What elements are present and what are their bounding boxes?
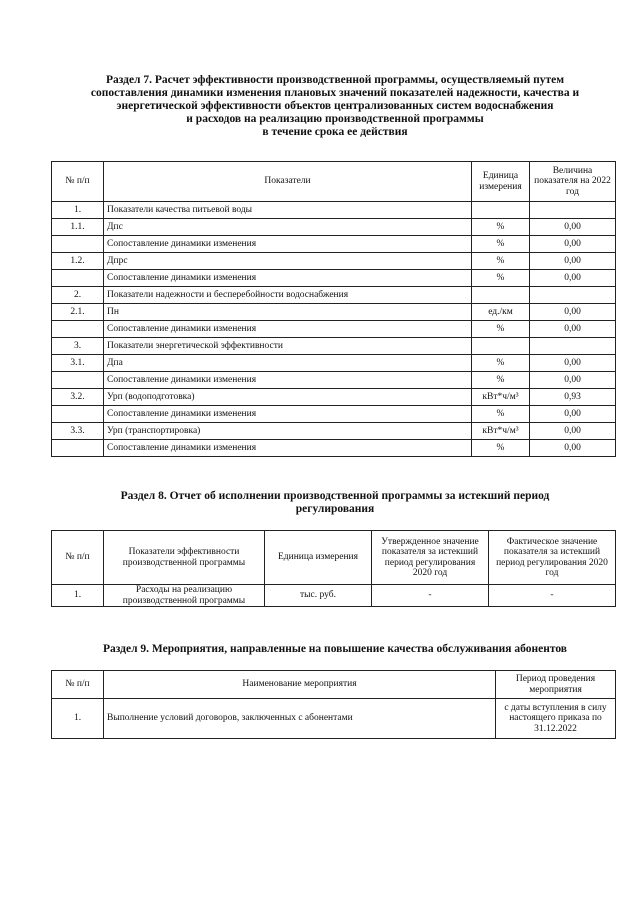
header-cell-period: Период проведения мероприятия (496, 671, 616, 699)
section8-title-line: регулирования (295, 503, 375, 515)
section9-title-line: Раздел 9. Мероприятия, направленные на повышение качества обслуживания абонентов (102, 643, 567, 655)
cell-activity: Выполнение условий договоров, заключенных с абонентами (104, 699, 496, 739)
section8-title-line: Раздел 8. Отчет об исполнении производственной программы за истекший период (120, 490, 550, 502)
cell-indicator: Сопоставление динамики изменения (104, 406, 472, 423)
table-row (52, 236, 616, 253)
cell-unit: тыс. руб. (265, 585, 372, 607)
cell-unit: % (472, 219, 530, 236)
section8-title (40, 490, 630, 516)
cell-value: 0,00 (530, 270, 616, 287)
cell-indicator: Сопоставление динамики изменения (104, 440, 472, 457)
table-row (52, 699, 616, 739)
cell-unit: % (472, 270, 530, 287)
table-row (52, 389, 616, 406)
cell-value: 0,00 (530, 253, 616, 270)
section7-title (40, 74, 630, 139)
cell-indicator: Показатели энергетической эффективности (104, 338, 472, 355)
header-cell-activity: Наименование мероприятия (104, 671, 496, 699)
cell-num: 3. (52, 338, 104, 355)
section7-table (51, 161, 616, 457)
section9-table (51, 670, 616, 739)
table-row (52, 270, 616, 287)
cell-indicator: Сопоставление динамики изменения (104, 321, 472, 338)
section7-title-line: в течение срока ее действия (262, 126, 408, 138)
cell-unit: % (472, 372, 530, 389)
cell-indicator: Показатели качества питьевой воды (104, 202, 472, 219)
cell-num: 2.1. (52, 304, 104, 321)
table-row (52, 440, 616, 457)
header-cell-unit: Единица измерения (265, 531, 372, 585)
cell-num: 2. (52, 287, 104, 304)
cell-value: 0,00 (530, 423, 616, 440)
cell-indicator: Пн (104, 304, 472, 321)
section7-title-line: энергетической эффективности объектов централизованных систем водоснабжения (116, 100, 554, 112)
cell-num (52, 406, 104, 423)
cell-num (52, 372, 104, 389)
table-header-row (52, 671, 616, 699)
cell-indicator: Дпа (104, 355, 472, 372)
cell-unit: % (472, 355, 530, 372)
cell-value: 0,00 (530, 355, 616, 372)
table-header-row (52, 162, 616, 202)
cell-num: 1.2. (52, 253, 104, 270)
cell-indicator: Урп (транспортировка) (104, 423, 472, 440)
cell-unit (472, 202, 530, 219)
header-cell-approved: Утвержденное значение показателя за истекший период регулирования 2020 год (372, 531, 489, 585)
table-row (52, 423, 616, 440)
table-row (52, 287, 616, 304)
cell-value: 0,00 (530, 372, 616, 389)
cell-unit: % (472, 236, 530, 253)
table-row (52, 202, 616, 219)
cell-value: 0,00 (530, 321, 616, 338)
section7-title-line: сопоставления динамики изменения плановых значений показателей надежности, качества и (90, 87, 580, 99)
cell-unit: % (472, 440, 530, 457)
cell-indicator: Показатели надежности и бесперебойности водоснабжения (104, 287, 472, 304)
cell-indicator: Расходы на реализацию производственной программы (104, 585, 265, 607)
table-row (52, 585, 616, 607)
cell-unit: кВт*ч/м³ (472, 423, 530, 440)
cell-num: 3.1. (52, 355, 104, 372)
header-cell-indicator: Показатели (104, 162, 472, 202)
cell-num: 1. (52, 585, 104, 607)
header-cell-actual: Фактическое значение показателя за истекший период регулирования 2020 год (489, 531, 616, 585)
header-cell-num: № п/п (52, 162, 104, 202)
cell-value: 0,00 (530, 219, 616, 236)
cell-actual: - (489, 585, 616, 607)
cell-value: 0,00 (530, 406, 616, 423)
cell-value: 0,93 (530, 389, 616, 406)
cell-approved: - (372, 585, 489, 607)
section7-title-line: и расходов на реализацию производственной программы (186, 113, 484, 125)
table-row (52, 321, 616, 338)
table-row (52, 219, 616, 236)
cell-num (52, 270, 104, 287)
table-header-row (52, 531, 616, 585)
section9-title (40, 643, 630, 656)
cell-period: с даты вступления в силу настоящего приказа по 31.12.2022 (496, 699, 616, 739)
cell-value (530, 338, 616, 355)
cell-num: 1. (52, 202, 104, 219)
table-row (52, 253, 616, 270)
cell-unit: % (472, 321, 530, 338)
cell-num (52, 236, 104, 253)
cell-num (52, 321, 104, 338)
cell-unit: % (472, 253, 530, 270)
cell-indicator: Дпрс (104, 253, 472, 270)
table-row (52, 406, 616, 423)
table-row (52, 355, 616, 372)
cell-value: 0,00 (530, 236, 616, 253)
cell-unit: кВт*ч/м³ (472, 389, 530, 406)
cell-num (52, 440, 104, 457)
cell-indicator: Дпс (104, 219, 472, 236)
cell-indicator: Сопоставление динамики изменения (104, 270, 472, 287)
cell-value: 0,00 (530, 304, 616, 321)
cell-indicator: Урп (водоподготовка) (104, 389, 472, 406)
table-row (52, 372, 616, 389)
table-row (52, 304, 616, 321)
cell-value: 0,00 (530, 440, 616, 457)
cell-num: 1. (52, 699, 104, 739)
header-cell-value: Величина показателя на 2022 год (530, 162, 616, 202)
cell-unit: % (472, 406, 530, 423)
cell-value (530, 202, 616, 219)
cell-unit (472, 287, 530, 304)
section7-title-line: Раздел 7. Расчет эффективности производственной программы, осуществляемый путем (105, 74, 565, 86)
table-row (52, 338, 616, 355)
cell-num: 1.1. (52, 219, 104, 236)
cell-indicator: Сопоставление динамики изменения (104, 372, 472, 389)
header-cell-num: № п/п (52, 531, 104, 585)
header-cell-indicator: Показатели эффективности производственной программы (104, 531, 265, 585)
cell-value (530, 287, 616, 304)
cell-num: 3.2. (52, 389, 104, 406)
cell-unit: ед./км (472, 304, 530, 321)
section8-table (51, 530, 616, 607)
cell-unit (472, 338, 530, 355)
cell-num: 3.3. (52, 423, 104, 440)
header-cell-num: № п/п (52, 671, 104, 699)
cell-indicator: Сопоставление динамики изменения (104, 236, 472, 253)
header-cell-unit: Единица измерения (472, 162, 530, 202)
